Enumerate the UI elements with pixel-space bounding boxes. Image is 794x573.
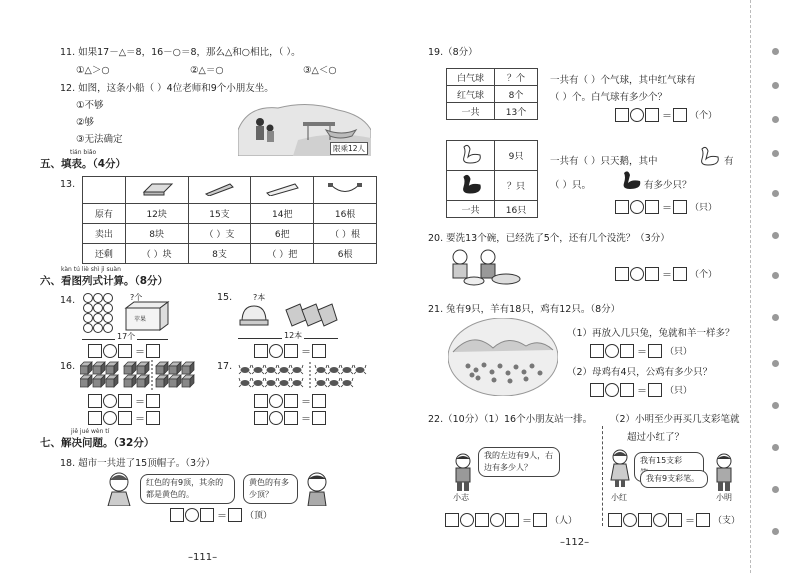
operator-circle[interactable] [103, 394, 117, 408]
q19-black-swan-inline [618, 169, 644, 194]
answer-box[interactable] [88, 394, 102, 408]
q22-equation-2: ＝ （支） [608, 512, 741, 527]
q22-stem: 22.（10分）（1）16个小朋友站一排。 [428, 414, 593, 425]
operator-circle[interactable] [460, 513, 474, 527]
q19-cell: 9只 [495, 141, 538, 171]
ruler-icon [264, 189, 300, 199]
section-5-title: 五、填表。（4分） [40, 158, 127, 170]
q11-option-3[interactable]: ③△＜○ [303, 65, 337, 76]
binding-hole [772, 116, 779, 123]
answer-box[interactable] [118, 344, 132, 358]
operator-circle[interactable] [605, 344, 619, 358]
q21-equation-1: ＝ （只） [590, 343, 693, 358]
q22-unit-1: （人） [550, 516, 578, 526]
answer-box[interactable] [608, 513, 622, 527]
boy-figure [302, 470, 332, 509]
q13-row-2 [83, 224, 377, 244]
boat-illustration [238, 100, 371, 156]
binding-hole [772, 402, 779, 409]
black-swan-icon [458, 188, 484, 198]
q19-cell: 一共 [447, 103, 495, 120]
q13-cell: 14把 [251, 204, 314, 224]
q22-bubble-xiaohong: 我有15支彩 [634, 452, 704, 482]
q13-cell: 8支 [188, 244, 251, 264]
q18-equation: ＝ （顶） [170, 507, 273, 522]
answer-box[interactable] [118, 394, 132, 408]
answer-box[interactable] [228, 508, 242, 522]
binding-hole [772, 272, 779, 279]
answer-box[interactable] [645, 108, 659, 122]
q15-total: 12本 [284, 331, 303, 340]
answer-box[interactable] [312, 344, 326, 358]
section-6-title: 六、看图列式计算。（8分） [40, 275, 169, 287]
q12-option-3[interactable]: ③无法确定 [76, 134, 123, 145]
answer-box[interactable] [615, 108, 629, 122]
q12-option-2[interactable]: ②够 [76, 117, 95, 128]
q19-white-swan-inline [696, 145, 722, 170]
q19-swan-text-1: 一共有（ ）只天鹅，其中 [550, 156, 658, 167]
answer-box[interactable] [284, 394, 298, 408]
q13-icon-row [83, 177, 377, 204]
white-swan-icon [458, 158, 484, 168]
binding-hole [772, 82, 779, 89]
answer-box[interactable] [146, 411, 160, 425]
q13-answer-cell[interactable]: （ ）根 [314, 224, 377, 244]
xiaohong-figure [608, 448, 632, 491]
q12-stem: 12. 如图，这条小船（ ）4位老师和9个小朋友坐。 [60, 83, 274, 94]
q19-cell: ？只 [495, 171, 538, 201]
q21-unit-2: （只） [665, 386, 693, 396]
q19-swan-text-2: （ ）只。 [550, 180, 592, 191]
q14-number: 14. [60, 295, 76, 306]
crabs-illustration [238, 362, 372, 393]
q22-equation-1: ＝ （人） [445, 512, 578, 527]
q19-cell: 一共 [447, 201, 495, 218]
q19-balloon-table [446, 68, 538, 120]
answer-box[interactable] [312, 394, 326, 408]
q20-stem: 20. 要洗13个碗，已经洗了5个，还有几个没洗？（3分） [428, 233, 670, 244]
q13-row-1 [83, 204, 377, 224]
q18-stem: 18. 超市一共进了15顶帽子。（3分） [60, 458, 216, 469]
q21-unit-1: （只） [665, 347, 693, 357]
q19-cell: 红气球 [447, 86, 495, 103]
q19-balloon-text-2: （ ）个。白气球有多少个？ [550, 92, 668, 103]
q16-equation-1: ＝ [88, 393, 161, 408]
q13-cell: 卖出 [83, 224, 126, 244]
answer-box[interactable] [146, 344, 160, 358]
answer-box[interactable] [648, 383, 662, 397]
answer-box[interactable] [673, 200, 687, 214]
q18-bubble-red: 红色的有9顶，其余的都是黄色的。 [140, 474, 235, 504]
jump-rope-icon [327, 189, 363, 199]
operator-circle[interactable] [269, 344, 283, 358]
q21-sub-2: （2）母鸡有4只，公鸡有多少只？ [567, 367, 713, 378]
answer-box[interactable] [645, 267, 659, 281]
q13-row-3 [83, 244, 377, 264]
operator-circle[interactable] [269, 411, 283, 425]
answer-box[interactable] [118, 411, 132, 425]
answer-box[interactable] [533, 513, 547, 527]
q19-swan-text-1b: 有 [724, 156, 734, 167]
answer-box[interactable] [615, 267, 629, 281]
answer-box[interactable] [146, 394, 160, 408]
q11-option-2[interactable]: ②△＝○ [190, 65, 224, 76]
apple-box-text: 苹果 [134, 316, 147, 323]
girl-figure [104, 470, 134, 509]
operator-circle[interactable] [103, 344, 117, 358]
q11-stem: 11. 如果17－△＝8，16－○＝8，那么△和○相比，（ ）。 [60, 47, 301, 58]
cubes-illustration [80, 360, 210, 393]
xiaozhi-figure [450, 452, 476, 495]
q20-equation: ＝ （个） [615, 266, 718, 281]
q19-cell: 13个 [495, 103, 538, 120]
answer-box[interactable] [590, 344, 604, 358]
binding-hole [772, 314, 779, 321]
answer-box[interactable] [312, 411, 326, 425]
answer-box[interactable] [88, 344, 102, 358]
binding-hole [772, 190, 779, 197]
q21-sub-1: （1）再放入几只兔，兔就和羊一样多？ [567, 328, 735, 339]
q16-equation-2: ＝ [88, 410, 161, 425]
answer-box[interactable] [673, 267, 687, 281]
page-number-left: –111– [188, 552, 218, 563]
q12-option-1[interactable]: ①不够 [76, 100, 104, 111]
dishwashing-illustration [444, 247, 524, 290]
answer-box[interactable] [615, 200, 629, 214]
q22-sub-2a: （2）小明至少再买几支彩笔就 [610, 414, 740, 425]
q17-number: 17. [217, 361, 233, 372]
binding-hole [772, 232, 779, 239]
answer-box[interactable] [254, 411, 268, 425]
q22-bubble-xiaoming: 我有9支彩笔。 [640, 470, 708, 488]
q19-swan-table [446, 140, 538, 218]
eraser-icon [140, 189, 174, 199]
q19-equation-1: ＝ （个） [615, 107, 718, 122]
operator-circle[interactable] [623, 513, 637, 527]
sec6-pinyin: kàn tú liè shì jì suàn [61, 266, 121, 273]
binding-hole [772, 528, 779, 535]
q19-cell: 16只 [495, 201, 538, 218]
answer-box[interactable] [254, 394, 268, 408]
q13-number: 13. [60, 179, 76, 190]
operator-circle[interactable] [490, 513, 504, 527]
q13-cell: 12块 [125, 204, 188, 224]
q19-cell: ？个 [495, 69, 538, 86]
answer-box[interactable] [696, 513, 710, 527]
operator-circle[interactable] [103, 411, 117, 425]
q22-sub-2b: 超过小红了？ [627, 432, 685, 443]
answer-box[interactable] [648, 344, 662, 358]
answer-box[interactable] [590, 383, 604, 397]
operator-circle[interactable] [185, 508, 199, 522]
q15-equation: ＝ [254, 343, 327, 358]
binding-hole [772, 48, 779, 55]
sec5-pinyin: tián biǎo [70, 149, 97, 156]
q18-bubble-yellow: 黄色的有多少顶？ [243, 474, 298, 504]
q19-unit-2: （只） [690, 203, 718, 213]
answer-box[interactable] [668, 513, 682, 527]
answer-box[interactable] [638, 513, 652, 527]
q14-unknown: ?个 [130, 293, 143, 302]
page-number-right: –112– [560, 537, 590, 548]
q18-unit: （顶） [245, 511, 273, 521]
q19-cell: 8个 [495, 86, 538, 103]
q19-cell: 白气球 [447, 69, 495, 86]
answer-box[interactable] [505, 513, 519, 527]
q15-number: 15. [217, 292, 233, 303]
answer-box[interactable] [284, 344, 298, 358]
binding-hole [772, 360, 779, 367]
operator-circle[interactable] [653, 513, 667, 527]
q13-cell: 6根 [314, 244, 377, 264]
q13-cell: 16根 [314, 204, 377, 224]
xiaoming-figure [712, 452, 736, 495]
section-7-title: 七、解决问题。（32分） [40, 437, 155, 449]
operator-circle[interactable] [630, 200, 644, 214]
operator-circle[interactable] [269, 394, 283, 408]
q19-stem: 19.（8分） [428, 47, 478, 58]
q13-cell: 6把 [251, 224, 314, 244]
answer-box[interactable] [170, 508, 184, 522]
q13-table [82, 176, 377, 264]
answer-box[interactable] [88, 411, 102, 425]
farm-illustration [448, 318, 558, 399]
q22-name-xiaoming: 小明 [716, 493, 732, 502]
q20-unit: （个） [690, 270, 718, 280]
q13-cell: 还剩 [83, 244, 126, 264]
fold-line [750, 0, 751, 573]
answer-box[interactable] [284, 411, 298, 425]
q17-equation-1: ＝ [254, 393, 327, 408]
answer-box[interactable] [445, 513, 459, 527]
boat-sign: 限乘12人 [330, 142, 368, 155]
q22-bubble-xiaozhi: 我的左边有9人，右边有多少人？ [478, 447, 560, 477]
q22-divider [602, 426, 603, 526]
q19-unit-1: （个） [690, 111, 718, 121]
operator-circle[interactable] [605, 383, 619, 397]
answer-box[interactable] [254, 344, 268, 358]
q13-answer-cell[interactable]: （ ）块 [125, 244, 188, 264]
q19-equation-2: ＝ （只） [615, 199, 718, 214]
answer-box[interactable] [673, 108, 687, 122]
q14-equation: ＝ [88, 343, 161, 358]
answer-box[interactable] [200, 508, 214, 522]
binding-hole [772, 486, 779, 493]
q19-swan-text-2b: 有多少只？ [644, 180, 692, 191]
operator-circle[interactable] [630, 108, 644, 122]
answer-box[interactable] [645, 200, 659, 214]
sec7-pinyin: jiě jué wèn tí [71, 428, 110, 435]
q13-answer-cell[interactable]: （ ）支 [188, 224, 251, 244]
binding-hole [772, 444, 779, 451]
q15-unknown: ?本 [253, 293, 266, 302]
binding-hole [772, 150, 779, 157]
q17-equation-2: ＝ [254, 410, 327, 425]
q22-name-xiaohong: 小红 [611, 493, 627, 502]
q14-total: 17个 [117, 332, 136, 341]
operator-circle[interactable] [630, 267, 644, 281]
q13-cell: 原有 [83, 204, 126, 224]
q21-stem: 21. 兔有9只，羊有18只，鸡有12只。（8分） [428, 304, 621, 315]
pencil-icon [202, 189, 236, 199]
q13-answer-cell[interactable]: （ ）把 [251, 244, 314, 264]
q16-number: 16. [60, 361, 76, 372]
answer-box[interactable] [475, 513, 489, 527]
q11-option-1[interactable]: ①△＞○ [76, 65, 110, 76]
q13-cell: 8块 [125, 224, 188, 244]
q19-balloon-text-1: 一共有（ ）个气球，其中红气球有 [550, 75, 696, 86]
q21-equation-2: ＝ （只） [590, 382, 693, 397]
q22-name-xiaozhi: 小志 [453, 493, 469, 502]
q13-cell: 15支 [188, 204, 251, 224]
answer-box[interactable] [620, 383, 634, 397]
q22-unit-2: （支） [713, 516, 741, 526]
answer-box[interactable] [620, 344, 634, 358]
